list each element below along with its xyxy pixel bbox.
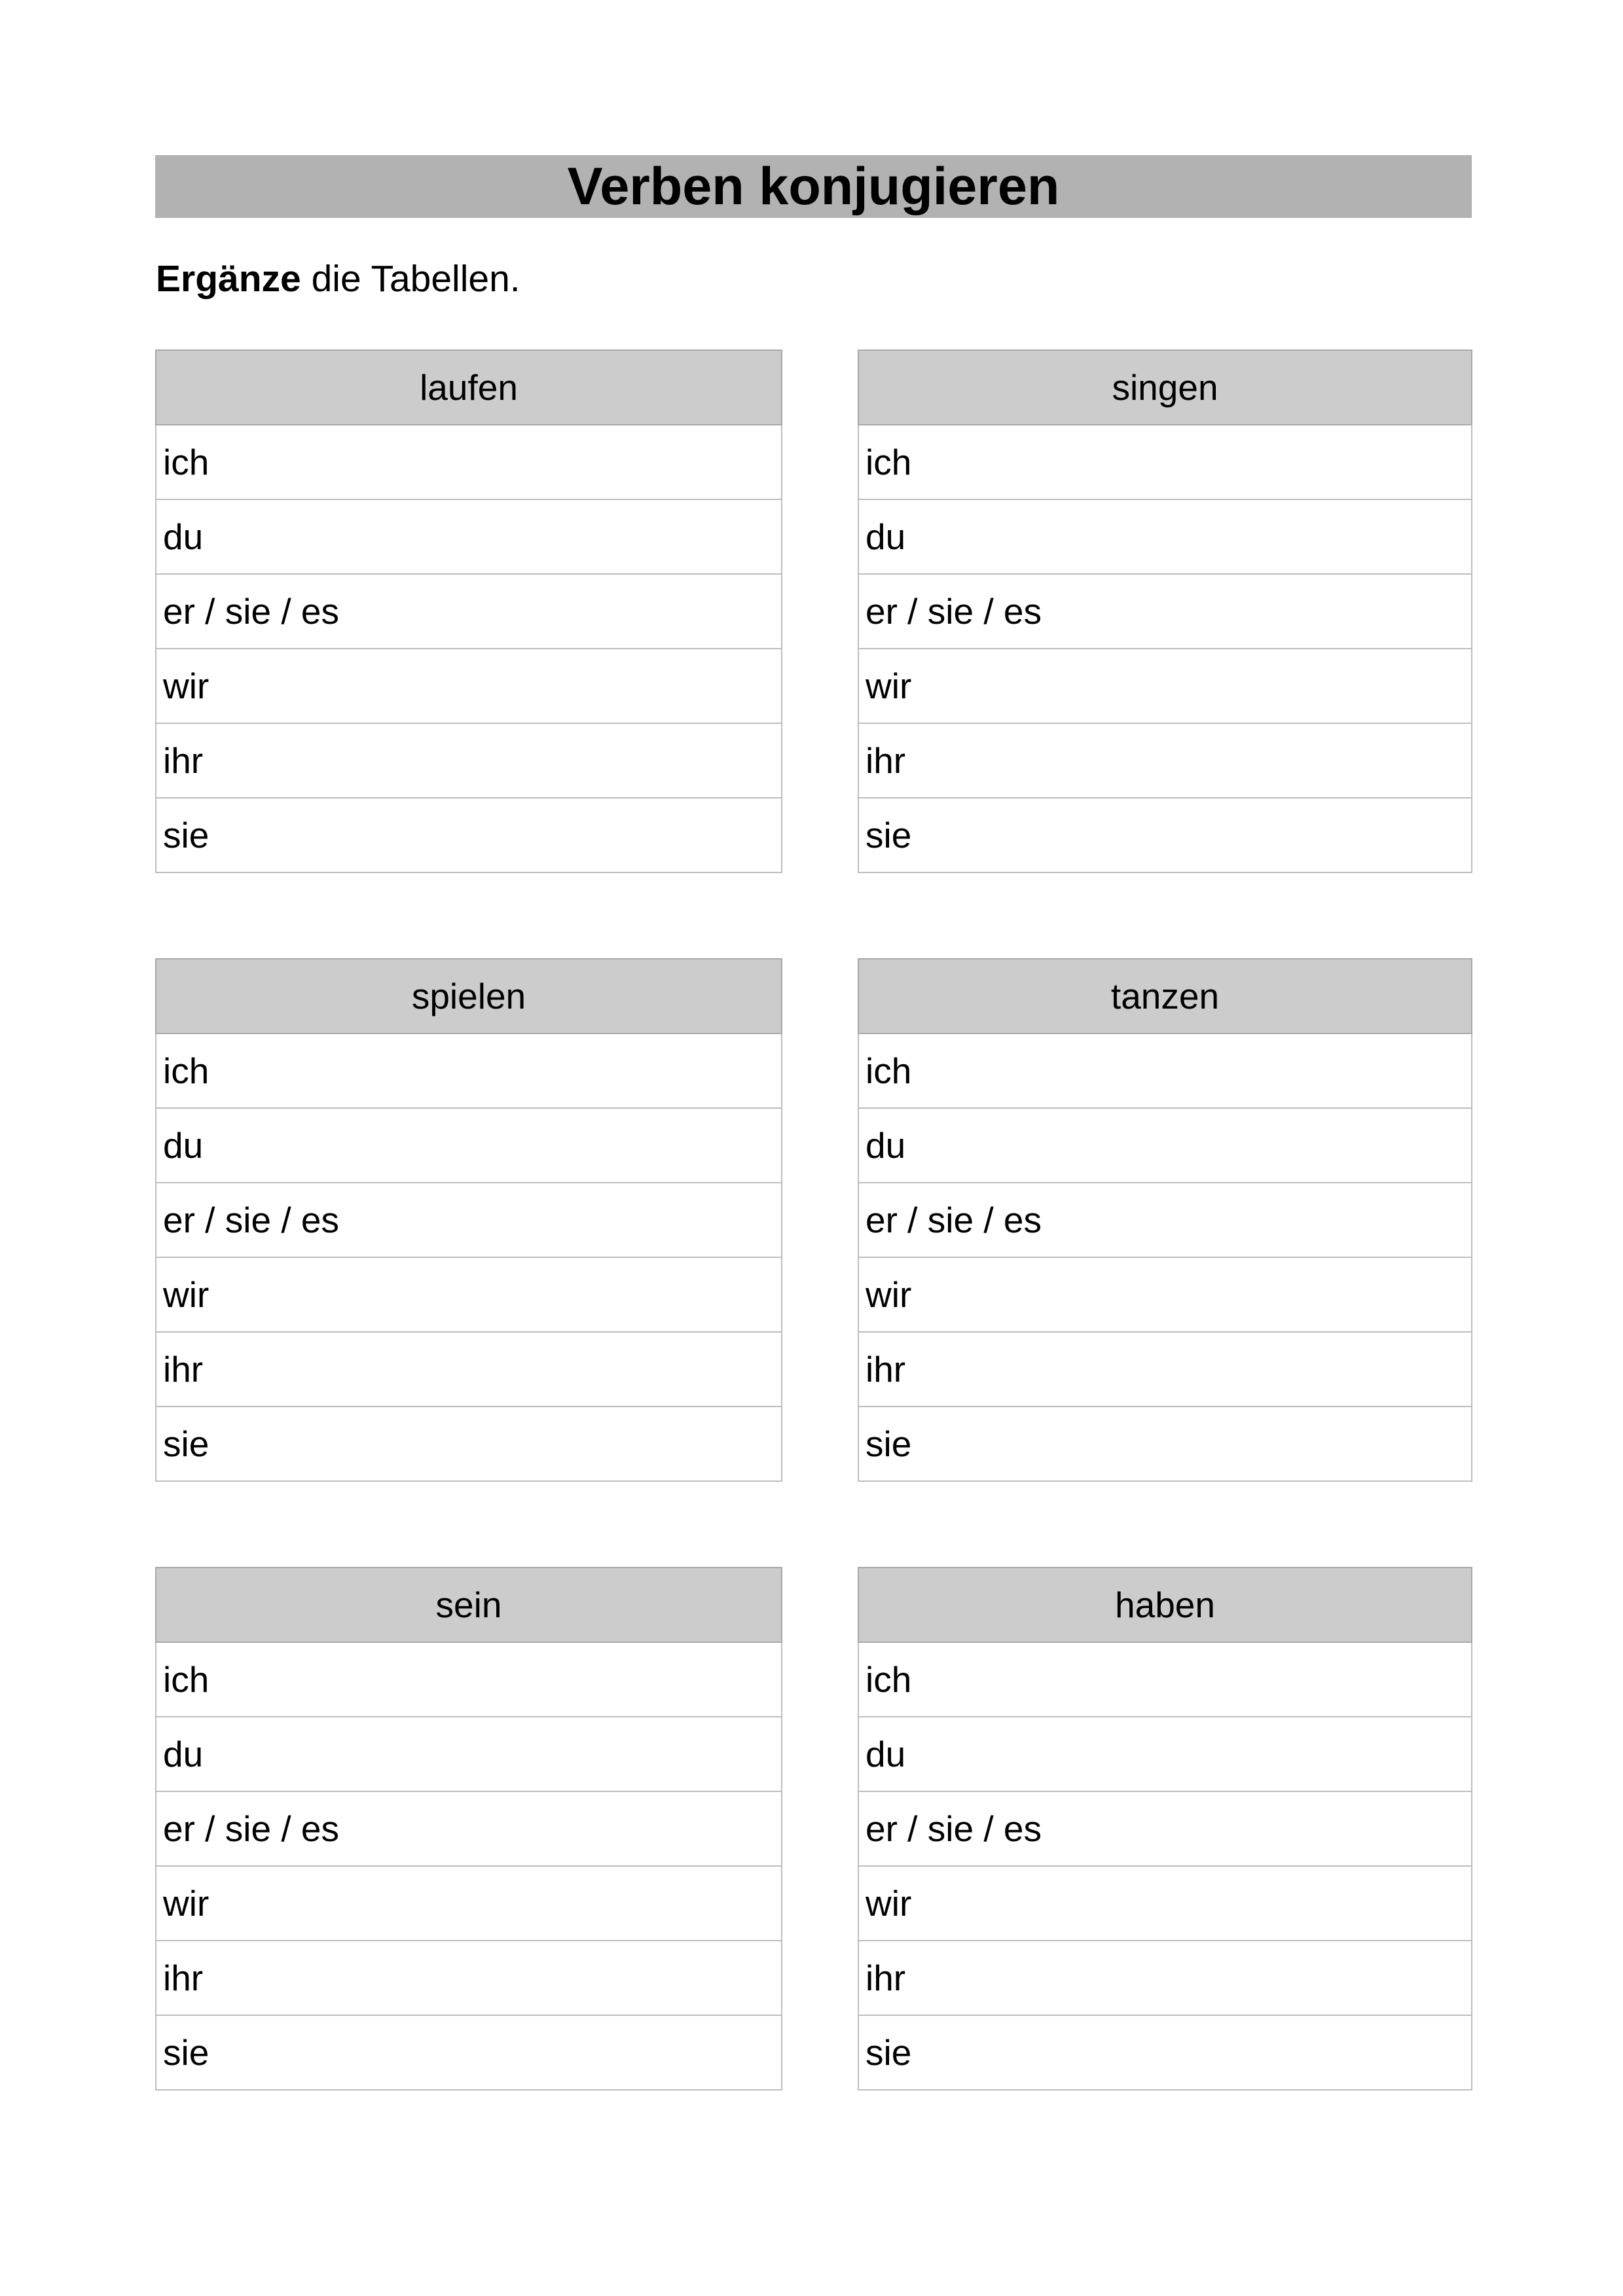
instruction-bold: Ergänze [156,258,301,300]
instruction-rest: die Tabellen. [301,258,520,300]
pronoun-cell[interactable]: ihr [156,1941,782,2015]
pronoun-cell[interactable]: sie [858,798,1472,872]
conjugation-table-spielen [155,958,782,1482]
pronoun-cell[interactable]: du [156,1717,782,1791]
pronoun-cell[interactable]: er / sie / es [858,574,1472,649]
pronoun-cell[interactable]: wir [858,649,1472,723]
verb-header: singen [858,350,1472,425]
verb-header: haben [858,1568,1472,1642]
pronoun-cell[interactable]: du [858,1717,1472,1791]
pronoun-cell[interactable]: er / sie / es [156,1183,782,1257]
conjugation-table-tanzen [858,958,1472,1482]
pronoun-cell[interactable]: wir [156,649,782,723]
pronoun-cell[interactable]: er / sie / es [858,1791,1472,1866]
conjugation-table-sein [155,1567,782,2090]
conjugation-table-laufen [155,350,782,873]
conjugation-table-haben [858,1567,1472,2090]
pronoun-cell[interactable]: du [156,499,782,574]
pronoun-cell[interactable]: er / sie / es [156,574,782,649]
pronoun-cell[interactable]: ihr [858,1941,1472,2015]
pronoun-cell[interactable]: wir [156,1866,782,1941]
pronoun-cell[interactable]: ihr [858,1332,1472,1407]
pronoun-cell[interactable]: ihr [156,1332,782,1407]
pronoun-cell[interactable]: du [858,499,1472,574]
pronoun-cell[interactable]: ihr [156,723,782,798]
pronoun-cell[interactable]: du [858,1108,1472,1183]
pronoun-cell[interactable]: ich [858,425,1472,499]
verb-header: sein [156,1568,782,1642]
pronoun-cell[interactable]: er / sie / es [156,1791,782,1866]
pronoun-cell[interactable]: sie [858,1407,1472,1481]
pronoun-cell[interactable]: wir [156,1257,782,1332]
verb-header: spielen [156,959,782,1033]
worksheet-title: Verben konjugieren [567,156,1060,216]
conjugation-table-singen [858,350,1472,873]
worksheet-title-bar [155,155,1472,218]
pronoun-cell[interactable]: ich [156,1642,782,1717]
verb-header: laufen [156,350,782,425]
pronoun-cell[interactable]: wir [858,1257,1472,1332]
pronoun-cell[interactable]: sie [156,1407,782,1481]
pronoun-cell[interactable]: du [156,1108,782,1183]
pronoun-cell[interactable]: sie [156,2015,782,2090]
pronoun-cell[interactable]: ich [156,1033,782,1108]
verb-header: tanzen [858,959,1472,1033]
pronoun-cell[interactable]: ich [858,1033,1472,1108]
pronoun-cell[interactable]: wir [858,1866,1472,1941]
pronoun-cell[interactable]: er / sie / es [858,1183,1472,1257]
pronoun-cell[interactable]: sie [858,2015,1472,2090]
pronoun-cell[interactable]: sie [156,798,782,872]
pronoun-cell[interactable]: ich [858,1642,1472,1717]
instruction-text [156,260,520,298]
pronoun-cell[interactable]: ich [156,425,782,499]
pronoun-cell[interactable]: ihr [858,723,1472,798]
